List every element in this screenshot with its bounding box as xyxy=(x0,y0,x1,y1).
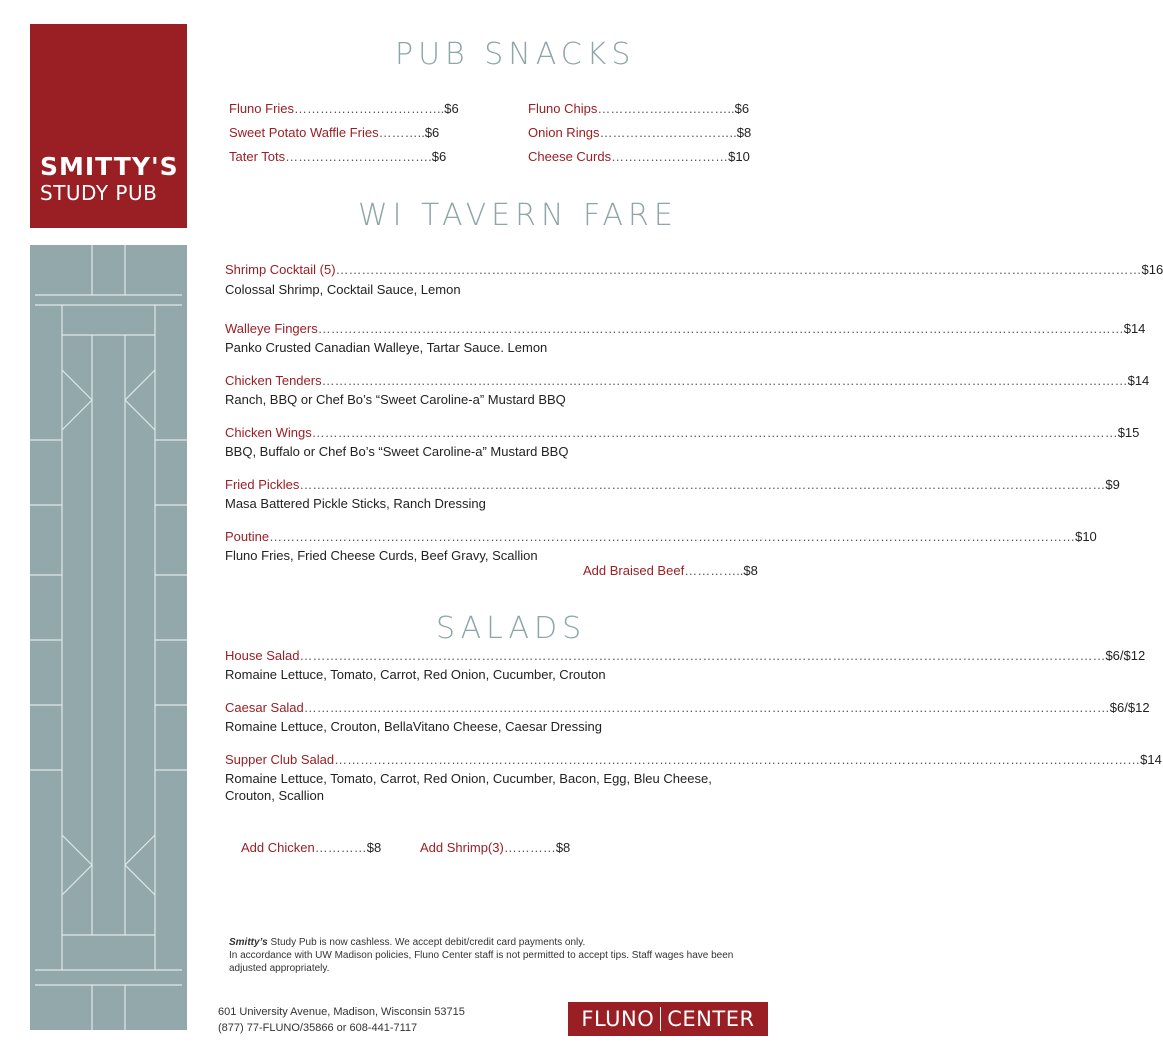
decorative-pattern xyxy=(30,245,187,1030)
logo-line-1: SMITTY'S xyxy=(40,152,179,181)
menu-item: Supper Club Salad …………………………………………………………………………………………………………………………………………………………………… $14 xyxy=(225,752,1162,767)
salads-title: SALADS xyxy=(436,611,587,646)
menu-item: Caesar Salad …………………………………………………………………………………………………………………………………………………………………… $6/$12 xyxy=(225,700,1150,715)
logo-line-2: STUDY PUB xyxy=(40,181,158,205)
fluno-center-logo xyxy=(568,1002,768,1036)
fluno-logo-left: FLUNO xyxy=(581,1007,655,1031)
snack-item: Onion Rings…………………………..$8 xyxy=(528,125,752,140)
phone-line: (877) 77-FLUNO/35866 or 608-441-7117 xyxy=(218,1022,418,1034)
menu-item: House Salad …………………………………………………………………………………………………………………………………………………………………… $6/$12 xyxy=(225,648,1146,663)
note-line-1: Study Pub is now cashless. We accept debit/credit card payments only. xyxy=(267,937,586,948)
menu-item-description: Colossal Shrimp, Cocktail Sauce, Lemon xyxy=(225,282,461,297)
menu-item-description: Panko Crusted Canadian Walleye, Tartar Sauce. Lemon xyxy=(225,340,548,355)
menu-item: Shrimp Cocktail (5) …………………………………………………………………………………………………………………………………………………………………… $16 xyxy=(225,262,1163,277)
snack-item: Fluno Chips…………………………..$6 xyxy=(528,101,750,116)
poutine-addon: Add Braised Beef…………..$8 xyxy=(583,563,758,578)
menu-item: Poutine …………………………………………………………………………………………………………………………………………………………………… $10 xyxy=(225,529,1097,544)
tavern-fare-title: WI TAVERN FARE xyxy=(358,198,678,233)
menu-item-description: Masa Battered Pickle Sticks, Ranch Dressing xyxy=(225,496,486,511)
snack-item: Cheese Curds………………………$10 xyxy=(528,149,750,164)
pub-snacks-title: PUB SNACKS xyxy=(395,37,636,72)
menu-item-description: BBQ, Buffalo or Chef Bo’s “Sweet Caroline-a” Mustard BBQ xyxy=(225,444,569,459)
payment-note xyxy=(229,936,769,975)
menu-item-description: Ranch, BBQ or Chef Bo’s “Sweet Caroline-a” Mustard BBQ xyxy=(225,392,566,407)
menu-item: Fried Pickles …………………………………………………………………………………………………………………………………………………………………… $9 xyxy=(225,477,1120,492)
salad-addon: Add Shrimp(3)…………$8 xyxy=(420,840,571,855)
menu-item-description: Romaine Lettuce, Tomato, Carrot, Red Onion, Cucumber, Bacon, Egg, Bleu Cheese, Crouton, Scallion xyxy=(225,771,712,803)
fluno-logo-right: CENTER xyxy=(667,1007,755,1031)
address-block xyxy=(218,1004,465,1036)
menu-item-description: Fluno Fries, Fried Cheese Curds, Beef Gravy, Scallion xyxy=(225,548,538,563)
note-line-2: In accordance with UW Madison policies, Fluno Center staff is not permitted to accept tips. Staff wages have been adjusted appropriately. xyxy=(229,950,734,974)
menu-item: Chicken Tenders …………………………………………………………………………………………………………………………………………………………………… $14 xyxy=(225,373,1150,388)
salad-addon: Add Chicken…………$8 xyxy=(241,840,382,855)
address-line: 601 University Avenue, Madison, Wisconsin 53715 xyxy=(218,1006,465,1018)
note-brand: Smitty’s xyxy=(229,937,268,948)
menu-item-description: Romaine Lettuce, Tomato, Carrot, Red Onion, Cucumber, Crouton xyxy=(225,667,606,682)
snack-item: Fluno Fries……………………………..$6 xyxy=(229,101,459,116)
menu-item: Chicken Wings …………………………………………………………………………………………………………………………………………………………………… $15 xyxy=(225,425,1140,440)
snack-item: Tater Tots…………………………….$6 xyxy=(229,149,447,164)
snack-item: Sweet Potato Waffle Fries………..$6 xyxy=(229,125,440,140)
smittys-logo xyxy=(30,24,187,228)
menu-item: Walleye Fingers …………………………………………………………………………………………………………………………………………………………………… $14 xyxy=(225,321,1146,336)
logo-divider xyxy=(660,1007,661,1031)
menu-item-description: Romaine Lettuce, Crouton, BellaVitano Cheese, Caesar Dressing xyxy=(225,719,602,734)
